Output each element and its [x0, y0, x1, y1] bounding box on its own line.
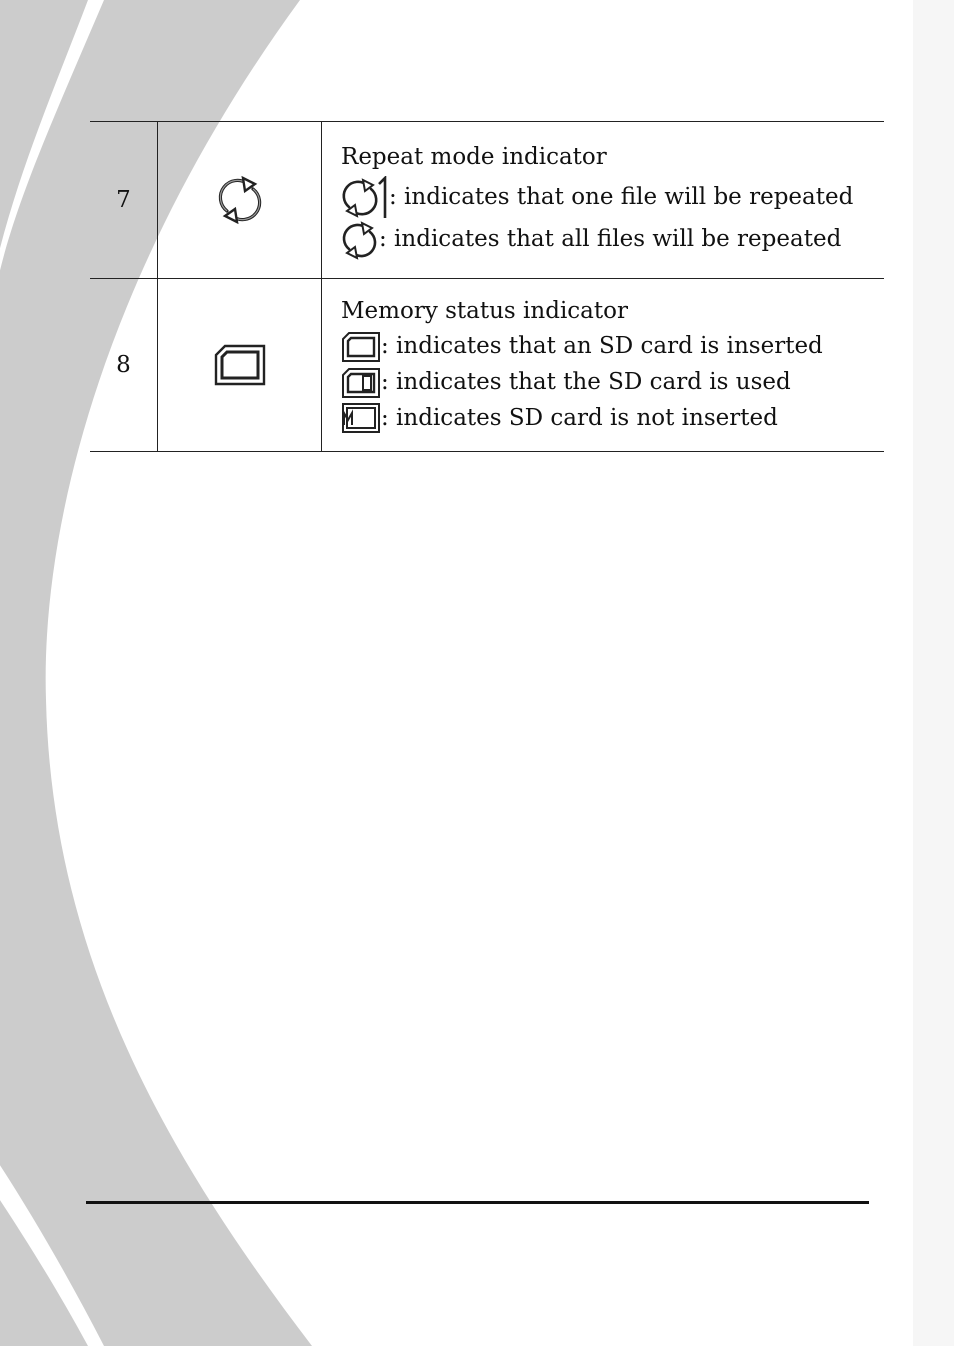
- row-number: 8: [90, 279, 158, 452]
- desc-title: Memory status indicator: [341, 297, 628, 324]
- repeat-one-icon: [341, 176, 389, 220]
- internal-memory-icon: [341, 402, 381, 434]
- row-description: [322, 279, 885, 452]
- footer-rule: [86, 1201, 869, 1204]
- desc-title: Repeat mode indicator: [341, 144, 607, 171]
- desc-item: : indicates that the SD card is used: [341, 365, 884, 401]
- desc-item: : indicates that an SD card is inserted: [341, 329, 884, 365]
- desc-item: : indicates SD card is not inserted: [341, 401, 884, 437]
- page-edge: [913, 0, 954, 1346]
- sd-card-used-icon: [341, 367, 381, 399]
- table-row: [90, 279, 884, 452]
- repeat-icon-cell: [158, 122, 322, 279]
- desc-item: : indicates that one file will be repeated: [341, 176, 884, 220]
- sd-card-icon: [213, 343, 267, 387]
- row-number: 7: [90, 122, 158, 279]
- table-row: [90, 122, 884, 279]
- sd-card-inserted-icon: [341, 331, 381, 363]
- row-description: [322, 122, 885, 279]
- desc-item: : indicates that all files will be repeated: [341, 220, 884, 260]
- indicator-table: [90, 121, 884, 452]
- repeat-icon: [214, 172, 266, 228]
- sd-card-icon-cell: [158, 279, 322, 452]
- repeat-all-icon: [341, 220, 379, 260]
